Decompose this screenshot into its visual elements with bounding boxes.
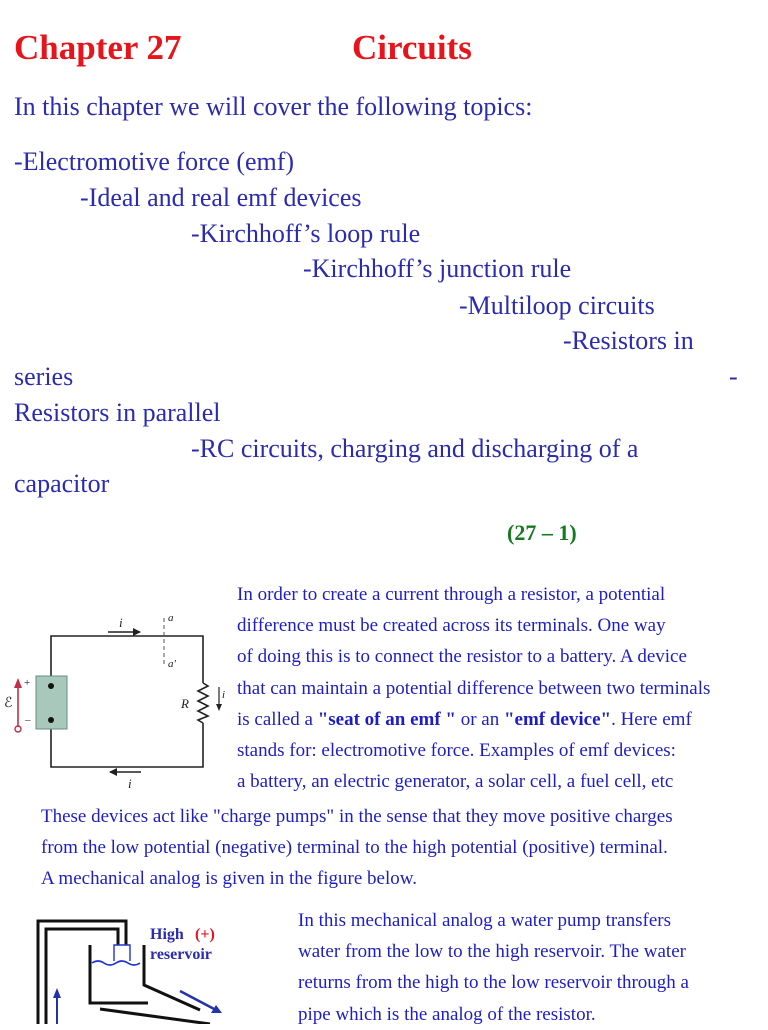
para2-line: A mechanical analog is given in the figure below. <box>41 868 418 890</box>
label-i-bottom: i <box>128 776 132 791</box>
para2-line: These devices act like "charge pumps" in the sense that they move positive charges <box>41 806 673 827</box>
resistor <box>198 683 208 723</box>
paragraph-water-pump <box>298 905 689 1030</box>
topic-ideal-real: -Ideal and real emf devices <box>80 183 362 212</box>
circuit-diagram <box>0 605 235 795</box>
label-R: R <box>181 696 189 711</box>
topic-series-b: series <box>14 362 74 391</box>
label-a-prime: a' <box>168 658 176 670</box>
label-minus: – <box>25 714 31 726</box>
para1-line: is called a "seat of an emf " or an "emf device". Here emf <box>237 708 692 730</box>
para1-line: difference must be created across its terminals. One way <box>237 615 666 637</box>
label-i-right: i <box>222 689 226 701</box>
term-seat-of-emf: "seat of an emf " <box>317 708 456 730</box>
label-plus: + <box>24 677 31 689</box>
topic-rc-a: -RC circuits, charging and discharging of a <box>191 434 639 463</box>
para3-line: water from the low to the high reservoir. The water <box>298 941 686 963</box>
para1-line: a battery, an electric generator, a solar cell, a fuel cell, etc <box>237 771 674 793</box>
label-reservoir: reservoir <box>150 946 212 963</box>
para1-line: of doing this is to connect the resistor to a battery. A device <box>237 646 687 668</box>
topic-parallel-dash: - <box>729 362 738 391</box>
topic-junction-rule: -Kirchhoff’s junction rule <box>303 254 572 283</box>
term-emf-device: "emf device" <box>503 708 612 730</box>
label-i-top: i <box>119 615 123 630</box>
slide-code: (27 – 1) <box>507 520 577 545</box>
intro-text: In this chapter we will cover the following topics: <box>14 92 533 121</box>
mechanical-analog-diagram <box>0 905 290 1024</box>
topic-multiloop: -Multiloop circuits <box>459 291 655 320</box>
para1-line: stands for: electromotive force. Examples of emf devices: <box>237 740 676 762</box>
topic-rc-b: capacitor <box>14 469 110 498</box>
label-a: a <box>168 612 174 624</box>
label-plus-sign: (+) <box>195 926 215 943</box>
topic-series-a: -Resistors in <box>563 326 694 355</box>
paragraph-emf-device <box>237 579 710 797</box>
topic-parallel: Resistors in parallel <box>14 398 221 427</box>
label-high: High <box>150 926 184 943</box>
chapter-title: Circuits <box>352 28 472 67</box>
topic-loop-rule: -Kirchhoff’s loop rule <box>191 219 421 248</box>
paragraph-charge-pumps <box>41 801 673 895</box>
para3-line: pipe which is the analog of the resistor. <box>298 1003 596 1025</box>
topic-emf: -Electromotive force (emf) <box>14 147 295 176</box>
para2-line: from the low potential (negative) terminal to the high potential (positive) terminal. <box>41 837 668 859</box>
chapter-number: Chapter 27 <box>14 28 182 67</box>
para1-line: In order to create a current through a resistor, a potential <box>237 584 666 605</box>
label-emf: ℰ <box>4 696 13 711</box>
para1-line: that can maintain a potential difference between two terminals <box>237 677 711 699</box>
para3-line: returns from the high to the low reservoir through a <box>298 972 689 994</box>
para3-line: In this mechanical analog a water pump transfers <box>298 910 671 931</box>
